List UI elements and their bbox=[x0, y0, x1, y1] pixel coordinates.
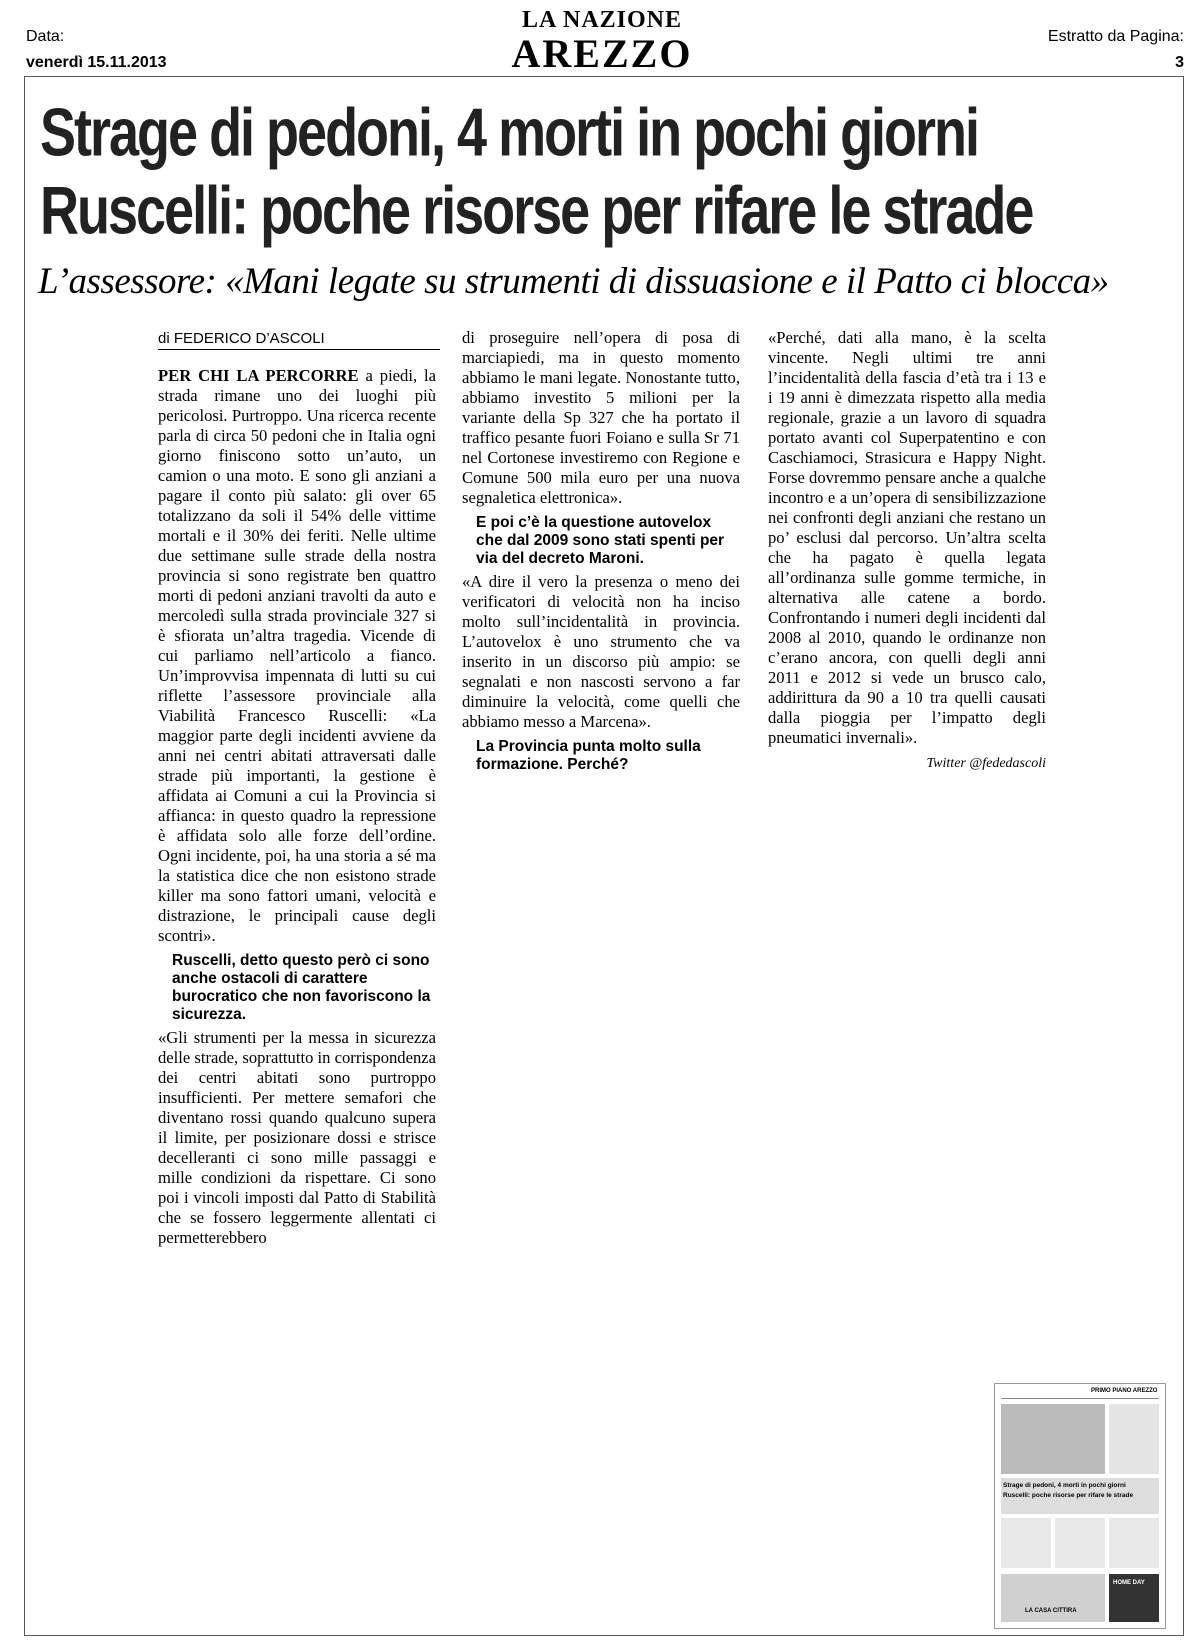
thumbnail-text-block bbox=[1001, 1518, 1051, 1568]
thumbnail-headline: Strage di pedoni, 4 morti in pochi giorni bbox=[1003, 1482, 1126, 1489]
lead-caps: PER CHI LA PERCORRE bbox=[158, 366, 359, 385]
headline-primary: Strage di pedoni, 4 morti in pochi giorni bbox=[40, 95, 979, 171]
paragraph-text: a piedi, la strada rimane uno dei luoghi più pericolosi. Purtroppo. Una ricerca recente parla di circa 50 pedoni che in Italia ogni giorno finiscono sotto un’auto, un camion o una moto. E sono gli anziani a pagare il conto più salato: gli over 65 totalizzano da soli il 54% delle vittime mortali e il 30% dei feriti. Nelle ultime due settimane sulle strade della nostra provincia si sono registrate ben quattro morti di pedoni anziani travolti da auto e mercoledì sulla strada provinciale 327 si è sfiorata un’altra tragedia. Vicende di cui parliamo nell’articolo a fianco. Un’improvvisa impennata di lutti su cui riflette l’assessore provinciale alla Viabilità Francesco Ruscelli: «La maggior parte degli incidenti avviene da anni nei centri abitati attraversati dalle strade più importanti, la gestione è affidata ai Comuni a cui la Provincia si affianca: in questo quadro la repressione è affidata solo alle forze dell’ordine. Ogni incidente, poi, ha una storia a sé ma la statistica dice che non esistono strade killer ma sono fattori umani, velocità e distrazione, le principali cause degli scontri». bbox=[158, 366, 436, 945]
page-number: 3 bbox=[1175, 54, 1184, 71]
article-column-2 bbox=[462, 328, 740, 778]
subheadline: L’assessore: «Mani legate su strumenti di dissuasione e il Patto ci blocca» bbox=[38, 261, 1109, 302]
paragraph bbox=[158, 366, 436, 946]
headline-secondary: Ruscelli: poche risorse per rifare le strade bbox=[40, 173, 1033, 249]
twitter-handle: Twitter @fededascoli bbox=[926, 756, 1046, 771]
data-label: Data: bbox=[26, 28, 65, 45]
paragraph: «A dire il vero la presenza o meno dei verificatori di velocità non ha inciso molto sull’incidentalità in provincia. L’autovelox è uno strumento che va inserito in un discorso più ampio: se segnalati e non nascosti servono a far diminuire la velocità, come quelli che abbiamo messo a Marcena». bbox=[462, 572, 740, 731]
page-thumbnail bbox=[994, 1383, 1166, 1629]
masthead-city: AREZZO bbox=[511, 31, 693, 76]
thumbnail-rule bbox=[1001, 1398, 1159, 1399]
estratto-label: Estratto da Pagina: bbox=[1047, 28, 1184, 45]
article-column-3 bbox=[768, 328, 1046, 774]
paragraph: «Gli strumenti per la messa in sicurezza delle strade, soprattutto in corrispondenza dei centri abitati sono purtroppo insufficienti. Per mettere semafori che diventano rossi quando qualcuno supera il limite, per posizionare dossi e strisce decelleranti ci sono mille passaggi e mille condizioni da rispettare. Ci sono poi i vincoli imposti dal Patto di Stabilità che se fossero leggermente allentati ci permetterebbero bbox=[158, 1028, 436, 1247]
paragraph: di proseguire nell’opera di posa di marciapiedi, ma in questo momento abbiamo le mani legate. Nonostante tutto, abbiamo investito 5 milioni per la variante della Sp 327 che ha portato il traffico pesante fuori Foiano e sulla Sr 71 nel Cortonese investiremo con Regione e Comune 500 mila euro per una nuova segnaletica elettronica». bbox=[462, 328, 740, 507]
masthead-newspaper: LA NAZIONE bbox=[521, 7, 683, 33]
thumbnail-text-block bbox=[1055, 1518, 1105, 1568]
byline: di FEDERICO D’ASCOLI bbox=[158, 330, 440, 350]
question: E poi c’è la questione autovelox che dal 2009 sono stati spenti per via del decreto Maroni. bbox=[476, 514, 725, 567]
thumbnail-page-label: PRIMO PIANO AREZZO bbox=[1091, 1388, 1158, 1394]
thumbnail-ad-text: LA CASA CITTIRA bbox=[1025, 1608, 1077, 1614]
thumbnail-text-block bbox=[1109, 1518, 1159, 1568]
thumbnail-headline-2: Ruscelli: poche risorse per rifare le strade bbox=[1003, 1492, 1134, 1499]
publication-date: venerdì 15.11.2013 bbox=[26, 54, 167, 71]
question: La Provincia punta molto sulla formazione. Perché? bbox=[476, 738, 701, 773]
question: Ruscelli, detto questo però ci sono anche ostacoli di carattere burocratico che non favoriscono la sicurezza. bbox=[172, 952, 431, 1023]
paragraph: «Perché, dati alla mano, è la scelta vincente. Negli ultimi tre anni l’incidentalità della fascia d’età tra i 13 e i 19 anni è dimezzata rispetto alla media regionale, grazie a un lavoro di squadra portato avanti col Superpatentino e con Caschiamoci, Strasicura e Happy Night. Forse dovremmo pensare anche a qualche incontro e a un’opera di sensibilizzazione nei confronti degli anziani che restano un po’ esclusi dal percorso. Un’altra scelta che ha pagato è quella legata all’ordinanza sulle gomme termiche, in alternativa alle catene a bordo. Confrontando i numeri degli incidenti dal 2008 al 2010, quando le ordinanze non c’erano ancora, con quelli degli anni 2011 e 2012 si vede un brusco calo, addirittura da 90 a 10 tra quelli causati dalla pioggia per l’impatto degli pneumatici invernali». bbox=[768, 328, 1046, 747]
thumbnail-ad-side-text: HOME DAY bbox=[1113, 1580, 1145, 1586]
article-column-1 bbox=[158, 366, 436, 1248]
thumbnail-sidebar bbox=[1109, 1404, 1159, 1474]
thumbnail-ad bbox=[1001, 1574, 1105, 1622]
thumbnail-photo bbox=[1001, 1404, 1105, 1474]
